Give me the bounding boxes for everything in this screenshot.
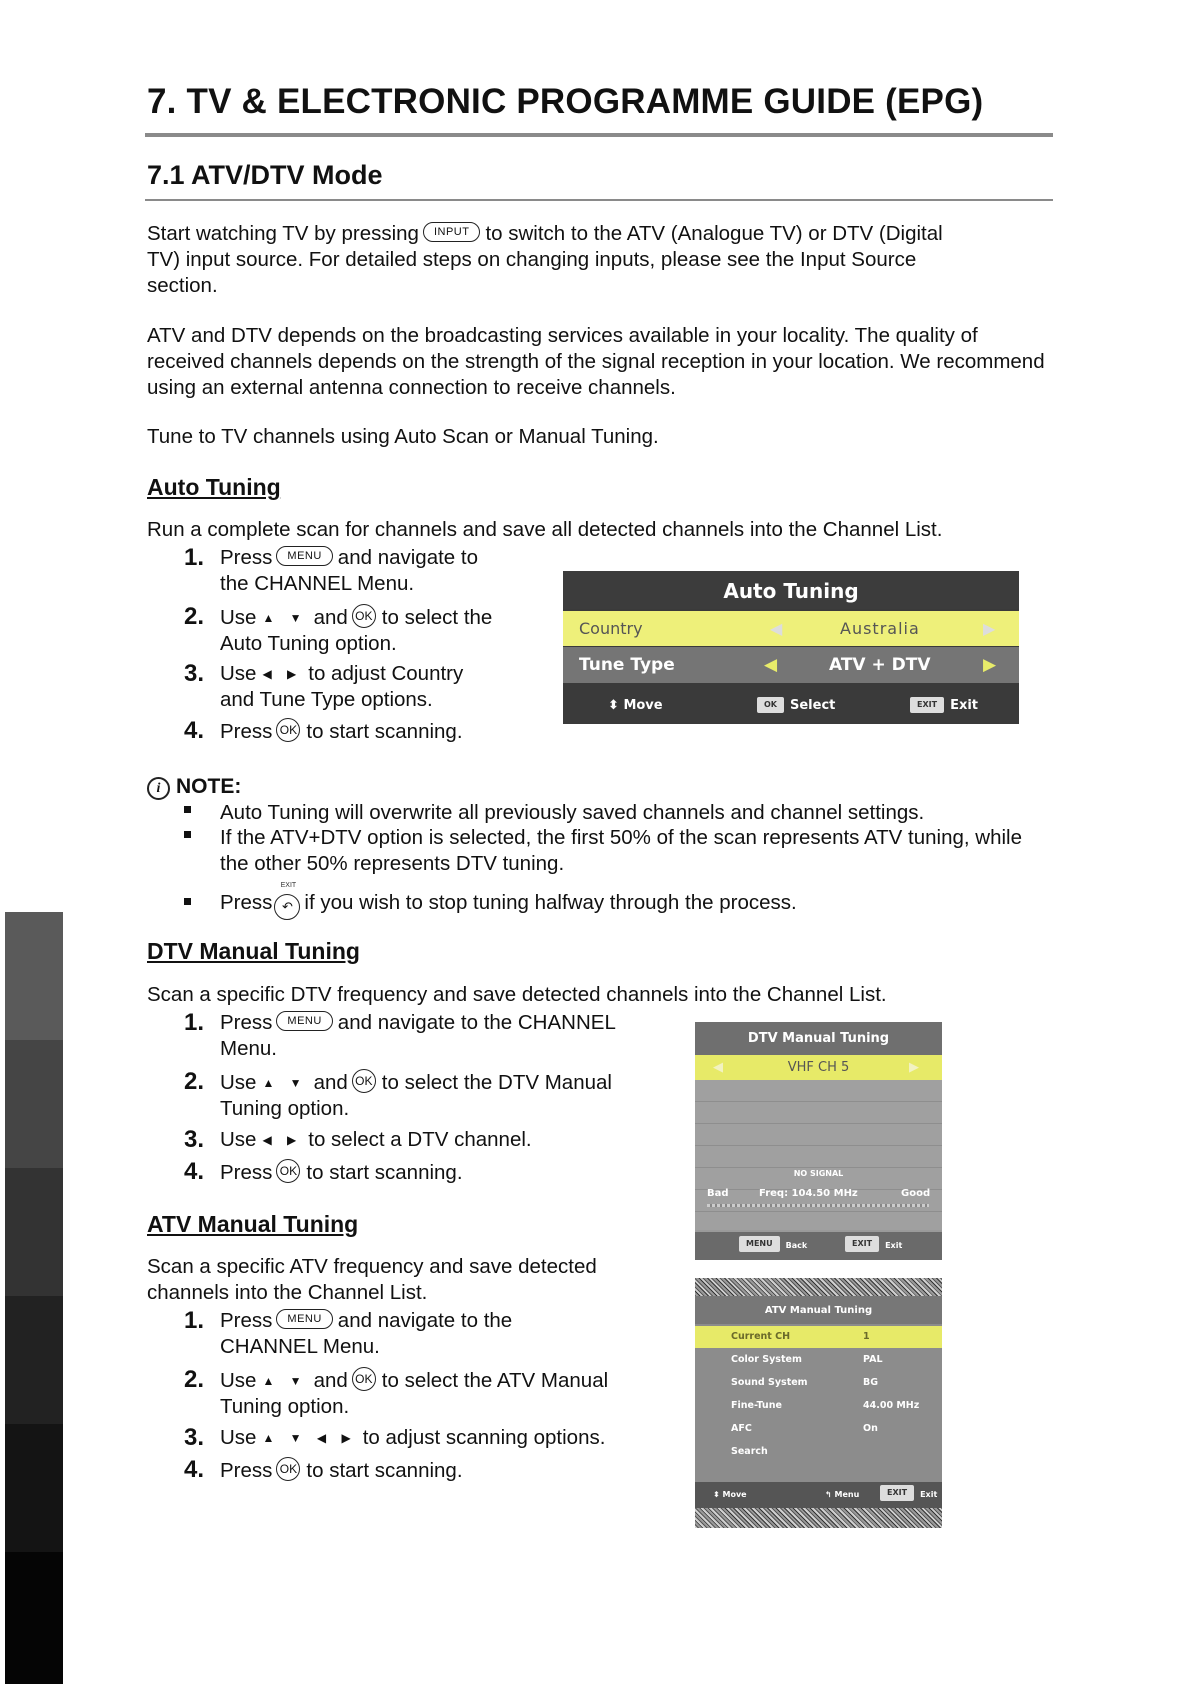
left-right-arrow-icon: ◀ ▶ [262,1133,303,1147]
menu-button-icon: MENU [276,1309,332,1329]
exit-key-icon: EXIT [880,1485,914,1501]
atv-row: Sound System BG [731,1377,879,1388]
ok-button-icon: OK [276,1159,300,1183]
ok-button-icon: OK [352,1367,376,1391]
exit-key-icon: EXIT [845,1236,879,1252]
auto-tuning-desc: Run a complete scan for channels and save all detected channels into the Channel List. [147,518,943,541]
side-tab [5,912,63,1040]
auto-step-1: 1. Press MENU and navigate to the CHANNEL Menu. [184,544,478,595]
atv-row: Current CH 1 [695,1326,942,1348]
atv-step-1: 1. Press MENU and navigate to the CHANNEL Menu. [184,1307,513,1358]
up-down-arrow-icon: ▲ ▼ [262,1076,308,1090]
info-icon: i [147,777,170,800]
side-tab [5,1296,63,1424]
bullet-icon [184,831,191,838]
atv-step-4: 4. Press OK to start scanning. [184,1456,463,1483]
page-title: 7. TV & ELECTRONIC PROGRAMME GUIDE (EPG) [147,82,984,121]
bullet-icon [184,898,191,905]
screen-title: DTV Manual Tuning [695,1022,942,1055]
right-arrow-icon: ▶ [909,1060,919,1075]
ok-button-icon: OK [352,604,376,628]
side-tab [5,1424,63,1552]
input-button-icon: INPUT [423,222,481,242]
left-arrow-icon: ◀ [764,655,778,675]
dtv-step-4: 4. Press OK to start scanning. [184,1158,463,1185]
atv-row: Fine-Tune 44.00 MHz [731,1400,920,1411]
up-down-arrow-icon: ▲ ▼ [262,1374,308,1388]
move-icon: ⬍ [608,698,619,713]
title-divider [145,133,1053,137]
intro-paragraph-3: Tune to TV channels using Auto Scan or Manual Tuning. [147,425,659,448]
note-heading: i NOTE: [147,775,241,800]
right-arrow-icon: ▶ [983,655,997,675]
auto-tuning-screen [563,571,1019,724]
ok-button-icon: OK [276,1457,300,1481]
note-bullet-3: Press EXIT ↶ if you wish to stop tuning halfway through the process. [220,890,1050,920]
screen-footer: MENU Back EXIT Exit [695,1232,942,1260]
screen-title: Auto Tuning [563,571,1019,609]
dtv-step-3: 3. Use ◀ ▶ to select a DTV channel. [184,1126,532,1153]
section-divider [145,199,1053,201]
dtv-manual-tuning-screen: DTV Manual Tuning ◀ VHF CH 5 ▶ NO SIGNAL Bad Freq: 104.50 MHz Good MENU Back EXIT Exit [695,1022,942,1260]
side-tab [5,1552,63,1684]
exit-button-icon: EXIT ↶ [274,894,300,920]
dtv-manual-tuning-heading: DTV Manual Tuning [147,938,360,964]
right-arrow-icon: ▶ [983,619,996,638]
signal-bar [707,1204,929,1207]
intro-paragraph-2: ATV and DTV depends on the broadcasting services available in your locality. The quality of received channels depends on the strength of the signal reception in your location. We recommend using an external antenna connection to receive channels. [147,324,1045,399]
dtv-step-2: 2. Use ▲ ▼ and OK to select the DTV Manual Tuning option. [184,1068,612,1120]
auto-tuning-heading: Auto Tuning [147,474,281,500]
channel-row: ◀ VHF CH 5 ▶ [695,1055,942,1080]
arrow-keys-icon: ▲ ▼ ◀ ▶ [262,1431,357,1445]
ok-button-icon: OK [276,718,300,742]
note-bullet-2: If the ATV+DTV option is selected, the first 50% of the scan represents ATV tuning, while the other 50% represents DTV tuning. [220,826,1023,875]
atv-manual-tuning-desc: Scan a specific ATV frequency and save detected channels into the Channel List. [147,1255,597,1304]
country-row: Country ◀ Australia ▶ [563,611,1019,646]
bullet-icon [184,806,191,813]
menu-key-icon: MENU [739,1236,780,1252]
dtv-manual-tuning-desc: Scan a specific DTV frequency and save detected channels into the Channel List. [147,983,887,1006]
atv-row: AFC On [731,1423,878,1434]
atv-step-3: 3. Use ▲ ▼ ◀ ▶ to adjust scanning options. [184,1424,606,1451]
left-right-arrow-icon: ◀ ▶ [262,667,303,681]
exit-key-icon: EXIT [910,697,944,713]
intro-paragraph-1: Start watching TV by pressing INPUT to switch to the ATV (Analogue TV) or DTV (Digital TV) input source. For detailed steps on changing inputs, please see the Input Source section. [147,222,943,297]
auto-step-2: 2. Use ▲ ▼ and OK to select the Auto Tuning option. [184,603,493,655]
no-signal-label: NO SIGNAL [793,1169,844,1178]
ok-key-icon: OK [757,697,784,713]
tune-type-row: Tune Type ◀ ATV + DTV ▶ [563,647,1019,683]
menu-button-icon: MENU [276,546,332,566]
atv-row: Search [731,1446,768,1457]
move-icon: ⬍ [713,1490,720,1499]
atv-manual-tuning-heading: ATV Manual Tuning [147,1211,359,1237]
auto-step-3: 3. Use ◀ ▶ to adjust Country and Tune Type options. [184,660,464,711]
atv-row: Color System PAL [731,1354,883,1365]
note-bullet-1: Auto Tuning will overwrite all previously saved channels and channel settings. [220,801,925,824]
screen-title: ATV Manual Tuning [695,1296,942,1324]
up-down-arrow-icon: ▲ ▼ [262,611,308,625]
left-arrow-icon: ◀ [770,619,783,638]
atv-manual-tuning-screen [695,1278,942,1528]
section-title: 7.1 ATV/DTV Mode [147,160,383,190]
side-tab [5,1040,63,1168]
ok-button-icon: OK [352,1069,376,1093]
return-icon: ↰ [825,1490,832,1499]
auto-step-4: 4. Press OK to start scanning. [184,717,463,744]
screen-footer: ⬍ Move ↰ Menu EXIT Exit [695,1482,942,1508]
dtv-step-1: 1. Press MENU and navigate to the CHANNEL Menu. [184,1009,616,1060]
left-arrow-icon: ◀ [713,1060,723,1075]
menu-button-icon: MENU [276,1011,332,1031]
screen-footer: ⬍ Move OK Select EXIT Exit [563,687,1019,724]
atv-step-2: 2. Use ▲ ▼ and OK to select the ATV Manual Tuning option. [184,1366,609,1418]
side-tab [5,1168,63,1296]
